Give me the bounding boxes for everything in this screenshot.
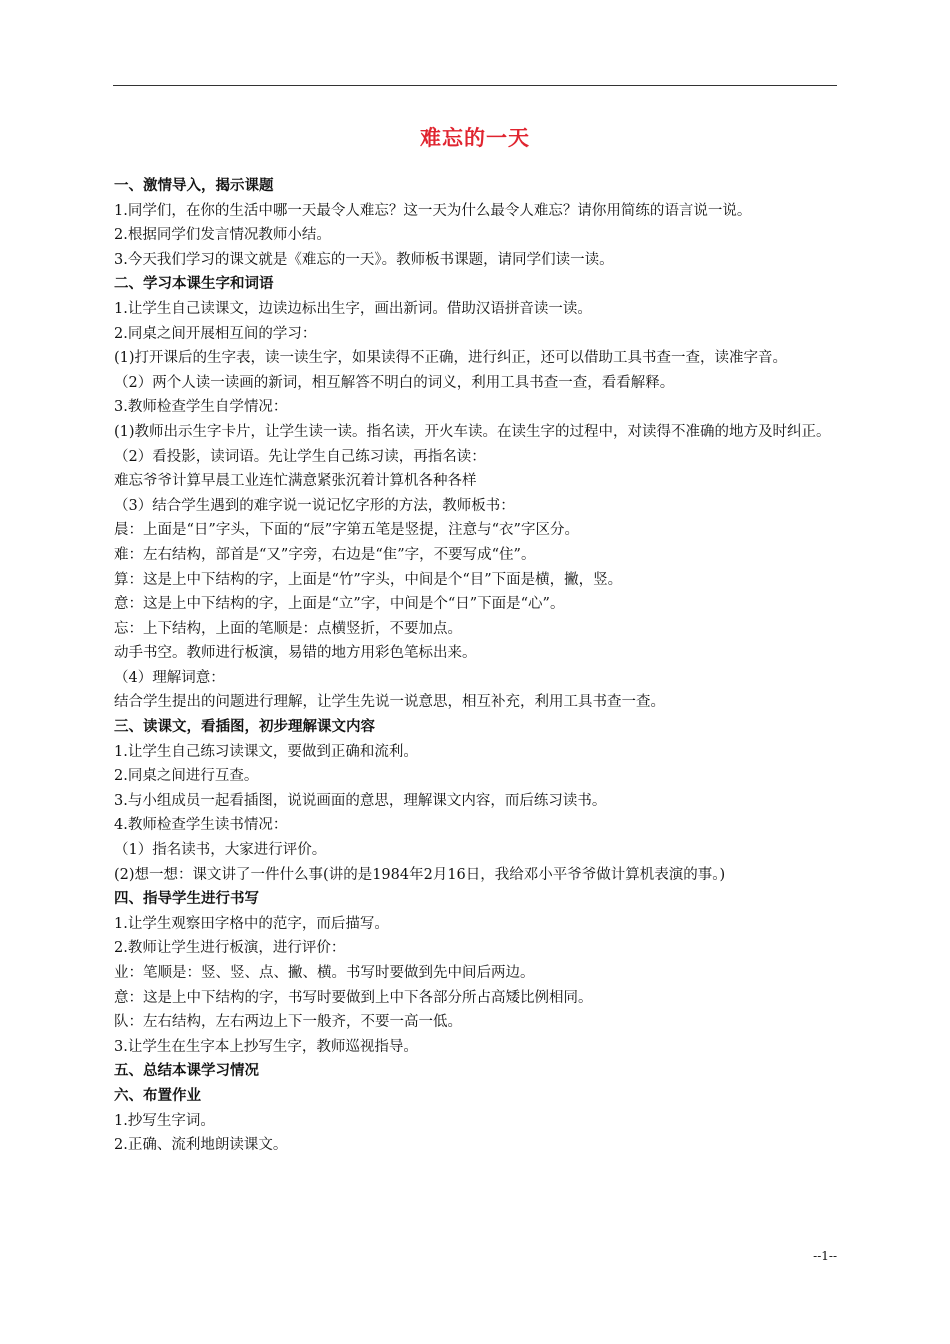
document-title: 难忘的一天	[420, 126, 530, 150]
text-line: 动手书空。教师进行板演，易错的地方用彩色笔标出来。	[114, 645, 477, 662]
text-line: 1.让学生观察田字格中的范字，而后描写。	[114, 915, 389, 932]
text-line: (1)打开课后的生字表，读一读生字，如果读得不正确，进行纠正，还可以借助工具书查一查，读准字音。	[114, 350, 788, 367]
text-line: （4）理解词意：	[114, 669, 225, 686]
text-line: 3.让学生在生字本上抄写生字，教师巡视指导。	[114, 1038, 418, 1055]
text-line: 3.教师检查学生自学情况：	[114, 399, 288, 416]
text-line: 难：左右结构，部首是“又”字旁，右边是“隹”字，不要写成“住”。	[114, 546, 536, 563]
text-line: 1.同学们，在你的生活中哪一天最令人难忘？这一天为什么最令人难忘？请你用简练的语言说一说。	[114, 202, 752, 219]
text-line: 算：这是上中下结构的字，上面是“竹”字头，中间是个“目”下面是横，撇，竖。	[114, 571, 623, 588]
text-line: 2.根据同学们发言情况教师小结。	[114, 227, 331, 244]
section-heading: 三、读课文，看插图，初步理解课文内容	[114, 719, 375, 736]
text-line: 4.教师检查学生读书情况：	[114, 817, 288, 834]
text-line: 难忘爷爷计算早晨工业连忙满意紧张沉着计算机各种各样	[114, 473, 477, 490]
text-line: (1)教师出示生字卡片，让学生读一读。指名读，开火车读。在读生字的过程中，对读得不准确的地方及时纠正。	[114, 423, 831, 440]
text-line: 3.今天我们学习的课文就是《难忘的一天》。教师板书课题，请同学们读一读。	[114, 251, 614, 268]
text-line: （3）结合学生遇到的难字说一说记忆字形的方法，教师板书：	[114, 497, 515, 514]
text-line: 结合学生提出的问题进行理解，让学生先说一说意思，相互补充，利用工具书查一查。	[114, 694, 665, 711]
text-line: 2.教师让学生进行板演，进行评价：	[114, 940, 346, 957]
section-heading: 二、学习本课生字和词语	[114, 276, 274, 293]
text-line: 2.正确、流利地朗读课文。	[114, 1137, 288, 1154]
section-heading: 一、激情导入，揭示课题	[114, 178, 274, 194]
text-line: 2.同桌之间进行互查。	[114, 768, 259, 785]
text-line: （2）两个人读一读画的新词，相互解答不明白的词义，利用工具书查一查，看看解释。	[114, 374, 675, 391]
section-heading: 四、指导学生进行书写	[114, 891, 259, 908]
text-line: 3.与小组成员一起看插图，说说画面的意思，理解课文内容，而后练习读书。	[114, 792, 607, 809]
text-line: （2）看投影，读词语。先让学生自己练习读，再指名读：	[114, 448, 486, 465]
text-line: (2)想一想：课文讲了一件什么事(讲的是1984年2月16日，我给邓小平爷爷做计算机表演的事。)	[114, 866, 726, 883]
header-rule	[113, 85, 837, 86]
text-line: 晨：上面是“日”字头，下面的“辰”字第五笔是竖提，注意与“衣”字区分。	[114, 522, 579, 539]
text-line: 队：左右结构，左右两边上下一般齐，不要一高一低。	[114, 1014, 462, 1031]
section-heading: 六、布置作业	[114, 1087, 201, 1104]
text-line: 2.同桌之间开展相互间的学习：	[114, 325, 317, 342]
text-line: 业：笔顺是：竖、竖、点、撇、横。书写时要做到先中间后两边。	[114, 965, 535, 981]
text-line: 意：这是上中下结构的字，上面是“立”字，中间是个“日”下面是“心”。	[114, 596, 565, 613]
page-number: --1--	[813, 1249, 837, 1263]
text-line: 1.让学生自己练习读课文，要做到正确和流利。	[114, 743, 418, 760]
document-body	[114, 174, 838, 1158]
text-line: 意：这是上中下结构的字，书写时要做到上中下各部分所占高矮比例相同。	[114, 989, 593, 1006]
text-line: 1.让学生自己读课文，边读边标出生字，画出新词。借助汉语拼音读一读。	[114, 300, 592, 317]
text-line: 忘：上下结构，上面的笔顺是：点横竖折，不要加点。	[114, 620, 462, 637]
text-line: （1）指名读书，大家进行评价。	[114, 842, 327, 859]
text-line: 1.抄写生字词。	[114, 1112, 215, 1129]
section-heading: 五、总结本课学习情况	[114, 1063, 259, 1080]
